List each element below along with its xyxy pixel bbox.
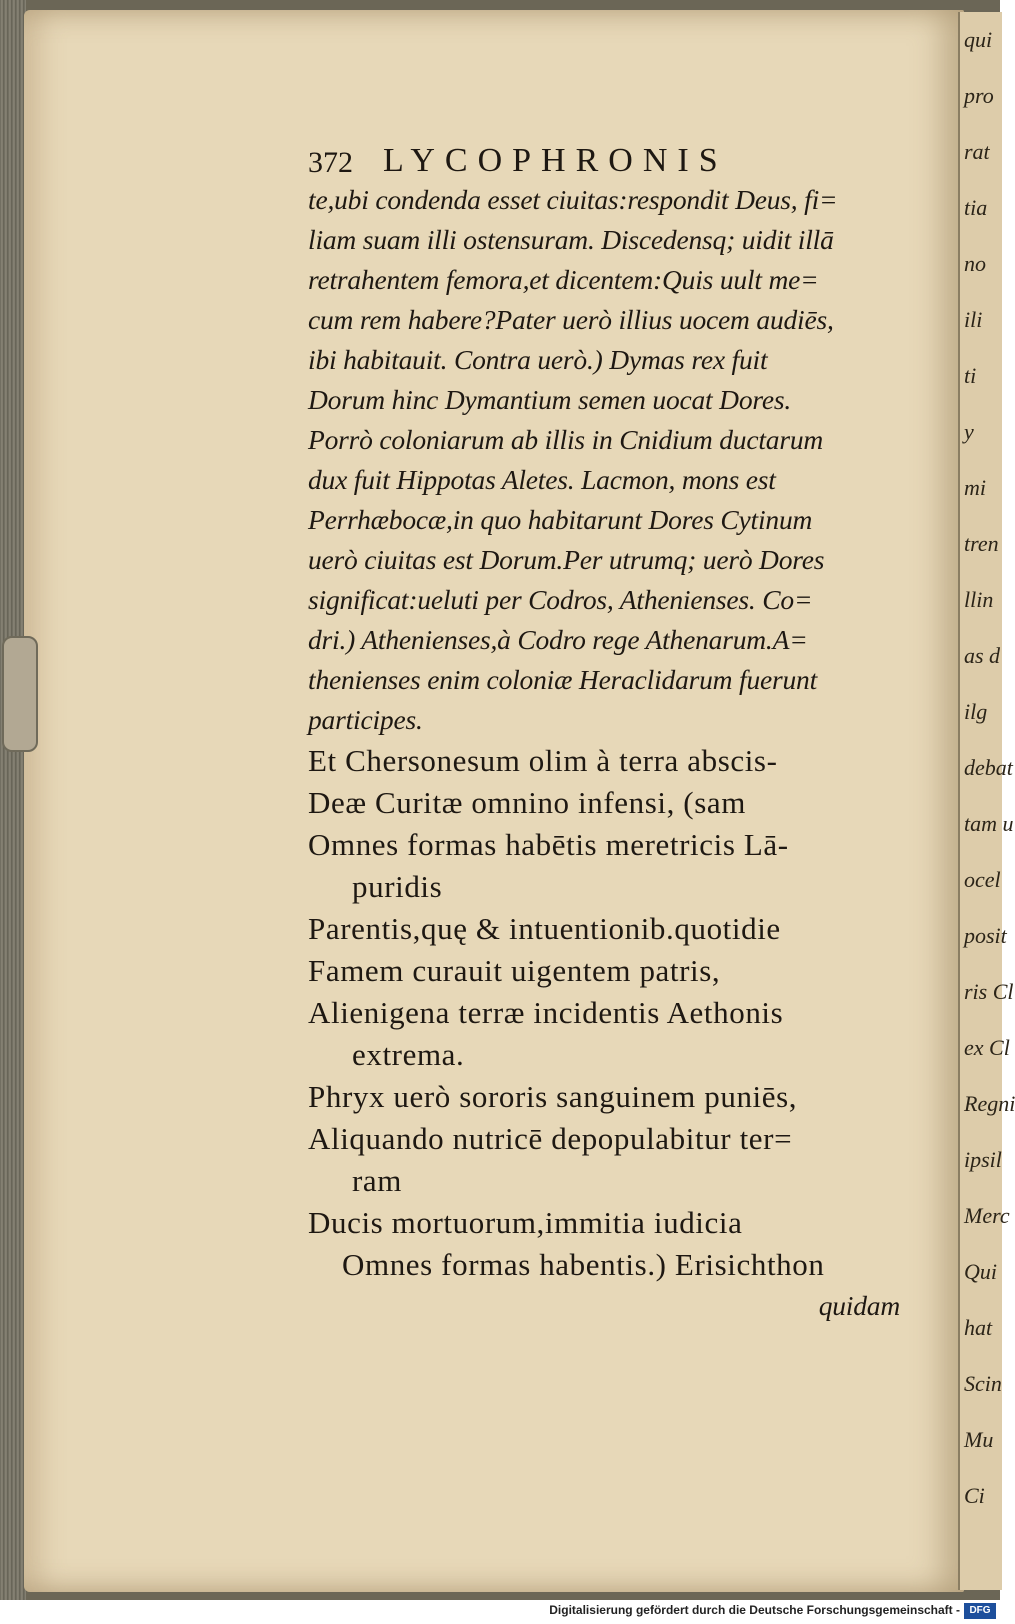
facing-page-fragment: posit <box>964 923 1007 948</box>
facing-page-fragment: ipsil <box>964 1147 1002 1172</box>
facing-page-fragment: mi <box>964 475 986 500</box>
commentary-line: Perrhæbocæ,in quo habitarunt Dores Cytinum <box>308 504 813 535</box>
verse-line: puridis <box>352 869 443 904</box>
facing-page-fragment: hat <box>964 1315 993 1340</box>
facing-page-fragment: pro <box>964 83 994 108</box>
closing-line: Omnes formas habentis.) Erisichthon <box>342 1247 825 1282</box>
facing-page-fragment: llin <box>964 587 994 612</box>
facing-page-fragment: tren <box>964 531 999 556</box>
commentary-line: dri.) Athenienses,à Codro rege Athenarum.A= <box>308 624 808 655</box>
verse-line: ram <box>352 1163 402 1198</box>
facing-page-fragment: ili <box>964 307 983 332</box>
commentary-line: te,ubi condenda esset ciuitas:respondit Deus, fi= <box>308 184 838 215</box>
facing-page-fragment: tia <box>964 195 988 220</box>
facing-page-fragment: Qui <box>964 1259 997 1284</box>
facing-page-fragment: y <box>964 419 974 444</box>
commentary-line: liam suam illi ostensuram. Discedensq; uidit illā <box>308 224 834 255</box>
commentary-line: thenienses enim coloniæ Heraclidarum fuerunt <box>308 664 818 695</box>
facing-page-fragment: ilg <box>964 699 988 724</box>
commentary-line: uerò ciuitas est Dorum.Per utrumq; uerò Dores <box>308 544 825 575</box>
clasp <box>2 636 38 752</box>
facing-page-fragment: ex Cl <box>964 1035 1010 1060</box>
page-header <box>308 128 906 180</box>
commentary-line: dux fuit Hippotas Aletes. Lacmon, mons est <box>308 464 776 495</box>
page-number: 372 <box>308 146 353 179</box>
verse-line: extrema. <box>352 1037 465 1072</box>
facing-page-fragment: Merc <box>964 1203 1010 1228</box>
verse-line: Et Chersonesum olim à terra abscis- <box>308 743 778 778</box>
verse-line: Ducis mortuorum,immitia iudicia <box>308 1205 743 1240</box>
commentary-line: retrahentem femora,et dicentem:Quis uult me= <box>308 264 819 295</box>
commentary-line: cum rem habere?Pater uerò illius uocem audiēs, <box>308 304 834 335</box>
commentary-line: ibi habitauit. Contra uerò.) Dymas rex fuit <box>308 344 768 375</box>
facing-page-fragment: no <box>964 251 986 276</box>
verse-line: Aliquando nutricē depopulabitur ter= <box>308 1121 793 1156</box>
facing-page-fragment: Scin <box>964 1371 1002 1396</box>
facing-page-fragment: as d <box>964 643 1001 668</box>
commentary-line: significat:ueluti per Codros, Athenienses. Co= <box>308 584 813 615</box>
facing-page-fragment: debat <box>964 755 1013 780</box>
catchword: quidam <box>818 1290 900 1321</box>
facing-page-fragment: Regni <box>964 1091 1015 1116</box>
verse-line: Parentis,quę & intuentionib.quotidie <box>308 911 781 946</box>
commentary <box>308 180 906 740</box>
commentary-line: Dorum hinc Dymantium semen uocat Dores. <box>308 384 792 415</box>
verse-line: Deæ Curitæ omnino infensi, (sam <box>308 785 746 820</box>
verse-line: Famem curauit uigentem patris, <box>308 953 721 988</box>
facing-page-fragment: ris Cl <box>964 979 1014 1004</box>
text-block <box>308 128 906 1326</box>
verse-line: Alienigena terræ incidentis Aethonis <box>308 995 784 1030</box>
dfg-logo: DFG <box>964 1603 996 1619</box>
facing-page-fragment: Ci <box>964 1483 985 1508</box>
verse-line: Phryx uerò sororis sanguinem puniēs, <box>308 1079 798 1114</box>
facing-page-fragment: ti <box>964 363 977 388</box>
commentary-line: participes. <box>308 704 423 735</box>
verse-block <box>308 740 906 1244</box>
facing-page-fragment: tam u <box>964 811 1014 836</box>
facing-page-fragment: rat <box>964 139 990 164</box>
commentary-line: Porrò coloniarum ab illis in Cnidium ductarum <box>308 424 824 455</box>
verse-line: Omnes formas habētis meretricis Lā- <box>308 827 789 862</box>
facing-page-fragment: ocel <box>964 867 1001 892</box>
next-page-edge <box>958 12 1015 1590</box>
footer <box>0 1600 1000 1624</box>
facing-page-fragment: Mu <box>964 1427 994 1452</box>
running-title: LYCOPHRONIS <box>383 142 728 179</box>
book-edge <box>0 0 26 1600</box>
facing-page-fragment: qui <box>964 27 993 52</box>
footer-credit: Digitalisierung gefördert durch die Deutsche Forschungsgemeinschaft - <box>549 1603 960 1617</box>
